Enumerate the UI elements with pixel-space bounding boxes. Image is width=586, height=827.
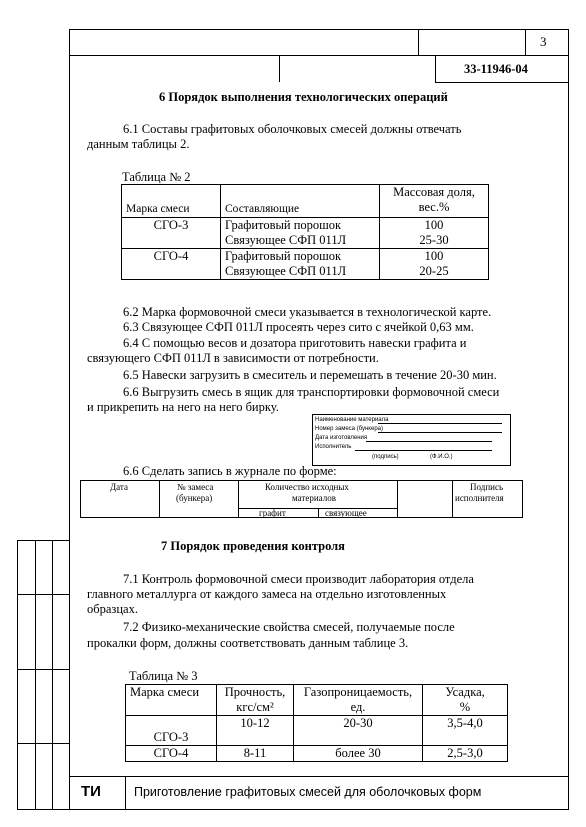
section6-title: 6 Порядок выполнения технологических операций: [159, 90, 448, 104]
journal-batch1: № замеса: [177, 482, 214, 492]
journal-vline: [318, 508, 319, 518]
cell-brand: СГО-4: [153, 746, 189, 760]
table-cell: [380, 218, 489, 249]
doc-code: 33-11946-04: [464, 62, 528, 76]
header-components: Составляющие: [225, 203, 300, 215]
para-7-1-line2: главного металлурга от каждого замеса на отдельно изготовленных: [87, 587, 447, 601]
header-row-line: [70, 55, 568, 56]
header-strength-unit: кгс/см²: [236, 700, 274, 714]
table-cell: [423, 746, 508, 762]
section7-title: 7 Порядок проведения контроля: [161, 539, 345, 553]
table-row: [122, 218, 489, 249]
journal-sign1: Подпись: [470, 482, 504, 492]
frame-bottom: [69, 809, 569, 810]
table-row: [126, 716, 508, 746]
table2-caption: Таблица № 2: [122, 170, 191, 184]
para-6-2: 6.2 Марка формовочной смеси указывается в технологической карте.: [123, 305, 492, 319]
cell-comp: Графитовый порошок: [225, 218, 342, 232]
table-row: [126, 685, 508, 716]
journal-sign2: исполнителя: [455, 493, 504, 503]
tag-material: Наименование материала: [315, 417, 389, 423]
header-gas-unit: ед.: [350, 700, 366, 714]
tag-line: [378, 432, 502, 433]
table-cell: [380, 249, 489, 280]
cell-strength: 8-11: [243, 746, 267, 760]
header-gas: Газопроницаемость,: [303, 685, 413, 699]
margin-mid3: [17, 743, 70, 744]
footer-top-line: [69, 776, 569, 777]
margin-bottom: [17, 809, 70, 810]
cell-brand: СГО-3: [153, 730, 189, 744]
tag-line: [366, 441, 492, 442]
para-7-1-line3: образцах.: [87, 602, 138, 616]
header-brand: Марка смеси: [130, 685, 200, 699]
table-row: [122, 185, 489, 218]
journal-graphite: графит: [259, 508, 286, 518]
header-brand: Марка смеси: [126, 203, 190, 215]
table-cell: [126, 746, 217, 762]
page-number: 3: [540, 34, 547, 49]
table-row: [122, 249, 489, 280]
journal-vline: [159, 480, 160, 518]
table-cell: [217, 716, 294, 746]
header-strength: Прочность,: [224, 685, 286, 699]
table-cell: [294, 716, 423, 746]
cell-value: 100: [424, 218, 444, 232]
para-6-4-line1: 6.4 С помощью весов и дозатора приготовить навески графита и: [123, 336, 467, 350]
journal-vline: [452, 480, 453, 518]
header-vline-2: [418, 30, 419, 56]
table-cell: [423, 716, 508, 746]
para-7-1-line1: 7.1 Контроль формовочной смеси производит лаборатория отдела: [123, 572, 474, 586]
para-6-4-line2: связующего СФП 011Л в зависимости от потребности.: [87, 351, 379, 365]
para-6-5: 6.5 Навески загрузить в смеситель и перемешать в течение 20-30 мин.: [123, 368, 497, 382]
table-cell: [122, 249, 221, 280]
header-bottom-line: [435, 82, 568, 83]
tag-line: [355, 450, 492, 451]
cell-shrink: 3,5-4,0: [447, 716, 483, 730]
margin-v1: [17, 540, 18, 810]
header-mass2: вес.%: [418, 200, 450, 214]
header-mass1: Массовая доля,: [393, 185, 475, 199]
para-6-6b: 6.6 Сделать запись в журнале по форме:: [123, 464, 337, 478]
tag-date: Дата изготовления: [315, 435, 368, 441]
cell-shrink: 2,5-3,0: [447, 746, 483, 760]
table2: [121, 184, 489, 280]
para-6-3: 6.3 Связующее СФП 011Л просеять через сито с ячейкой 0,63 мм.: [123, 320, 474, 334]
para-6-1-line1: 6.1 Составы графитовых оболочковых смесей должны отвечать: [123, 122, 462, 136]
journal-qty1: Количество исходных: [265, 482, 349, 492]
table-cell: [126, 716, 217, 746]
cell-strength: 10-12: [240, 716, 270, 730]
margin-v2: [35, 540, 36, 810]
journal-batch2: (бункера): [176, 493, 213, 503]
table-header-cell: [126, 685, 217, 716]
cell-brand: СГО-3: [153, 218, 189, 232]
table-cell: [122, 218, 221, 249]
margin-mid2: [17, 669, 70, 670]
margin-mid1: [17, 594, 70, 595]
table-cell: [217, 746, 294, 762]
header-shrink: Усадка,: [445, 685, 485, 699]
cell-gas: 20-30: [343, 716, 373, 730]
table3-caption: Таблица № 3: [129, 669, 198, 683]
cell-comp: Связующее СФП 011Л: [225, 264, 347, 278]
header-vline-3: [435, 55, 436, 82]
journal-vline: [238, 480, 239, 518]
table-header-cell: [380, 185, 489, 218]
table-header-cell: [423, 685, 508, 716]
footer-vline: [125, 776, 126, 809]
cell-gas: более 30: [335, 746, 381, 760]
margin-v3: [52, 540, 53, 810]
para-7-2-line1: 7.2 Физико-механические свойства смесей, получаемые после: [123, 620, 455, 634]
footer-title: Приготовление графитовых смесей для оболочковых форм: [134, 785, 482, 799]
tag-signature: (подпись): [372, 454, 399, 460]
para-6-6-line2: и прикрепить на него на него бирку.: [87, 400, 279, 414]
cell-brand: СГО-4: [153, 249, 189, 263]
cell-value: 20-25: [419, 264, 449, 278]
table-row: [126, 746, 508, 762]
journal-vline: [397, 480, 398, 518]
margin-top: [17, 540, 70, 541]
table-header-cell: [217, 685, 294, 716]
tag-batch: Номер замеса (бункера): [315, 426, 384, 432]
frame-top: [70, 29, 568, 30]
journal-binder: связующее: [325, 508, 367, 518]
table3: [125, 684, 508, 762]
header-vline-4: [525, 30, 526, 56]
table-header-cell: [122, 185, 221, 218]
table-header-cell: [221, 185, 380, 218]
para-6-1-line2: данным таблицы 2.: [87, 137, 190, 151]
para-6-6-line1: 6.6 Выгрузить смесь в ящик для транспортировки формовочной смеси: [123, 385, 500, 399]
cell-comp: Связующее СФП 011Л: [225, 233, 347, 247]
cell-value: 100: [424, 249, 444, 263]
header-shrink-unit: %: [459, 700, 471, 714]
table-cell: [221, 218, 380, 249]
table-cell: [294, 746, 423, 762]
cell-comp: Графитовый порошок: [225, 249, 342, 263]
header-vline-1: [279, 55, 280, 82]
footer-code: ТИ: [81, 783, 101, 800]
table-cell: [221, 249, 380, 280]
frame-left: [69, 29, 70, 809]
journal-qty2: материалов: [292, 493, 336, 503]
tag-executor: Исполнитель: [315, 444, 352, 450]
table-header-cell: [294, 685, 423, 716]
frame-right: [568, 29, 569, 809]
tag-fio: (Ф.И.О.): [430, 454, 453, 460]
cell-value: 25-30: [419, 233, 449, 247]
journal-date: Дата: [110, 482, 128, 492]
tag-line: [378, 423, 502, 424]
para-7-2-line2: прокалки форм, должны соответствовать данным таблице 3.: [87, 636, 409, 650]
